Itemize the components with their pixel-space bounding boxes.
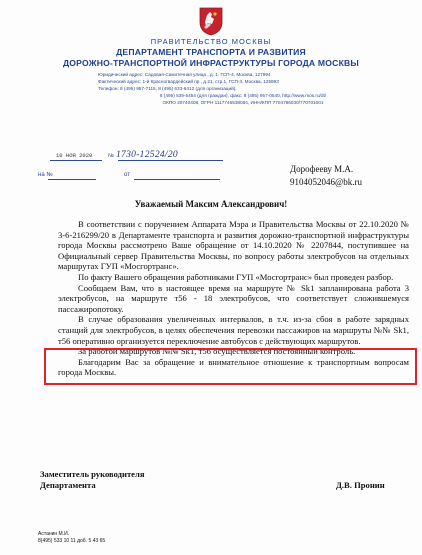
number-underline bbox=[118, 160, 223, 161]
reference-number-label: на № bbox=[38, 172, 53, 178]
reference-date-line bbox=[134, 179, 220, 180]
reference-date-label: от bbox=[124, 172, 130, 178]
executor-name: Астанин М.И. bbox=[38, 531, 70, 537]
recipient-name: Дорофееву М.А. bbox=[290, 164, 354, 174]
signer-position bbox=[40, 469, 144, 491]
body-paragraph: По факту Вашего обращения работниками ГУП «Мосгортранс» был проведен разбор. bbox=[78, 271, 394, 282]
department-title-line1: ДЕПАРТАМЕНТ ТРАНСПОРТА И РАЗВИТИЯ bbox=[116, 47, 306, 57]
contact-line: ОКПО 20740408, ОГРН 1117746538084, ИНН/КПП 7704786030/770701001 bbox=[162, 100, 324, 105]
government-title: ПРАВИТЕЛЬСТВО МОСКВЫ bbox=[150, 37, 272, 46]
signer-position-line1: Заместитель руководителя bbox=[40, 469, 145, 479]
body-paragraph: Благодарим Вас за обращение и внимательное отношение к транспортным вопросам города Москвы. bbox=[58, 356, 409, 378]
body-paragraph: В соответствии с поручением Аппарата Мэра и Правительства Москвы от 22.10.2020 № 3-6-216299/20 в Департаменте транспорта и развития дорожно-транспортной инфраструктуры города Москвы рассмотрено Ваше обращение от 14.10.2020 № 2207844, поступившее на Официальный сервер Правительства Москвы, по вопросу работы электробусов на отдельных маршрутах ГУП «Мосгортранс». bbox=[58, 219, 409, 272]
executor-phone: 8(495) 533 10 11 доб. 5 43 65 bbox=[38, 538, 106, 544]
registration-date-stamp: 10 НОЯ 2020 bbox=[56, 152, 93, 159]
moscow-coat-of-arms-icon bbox=[198, 6, 224, 36]
department-title-line2: ДОРОЖНО-ТРАНСПОРТНОЙ ИНФРАСТРУКТУРЫ ГОРОДА МОСКВЫ bbox=[62, 58, 360, 68]
contact-line: Телефон: 8 (495) 957-7115, 8 (495) 633-6412 (для организаций), bbox=[98, 86, 237, 91]
recipient-block bbox=[290, 163, 362, 189]
body-paragraph-highlighted: В случае образования увеличенных интервалов, в т.ч. из-за сбоя в работе зарядных станций для электробусов, в целях обеспечения перевозки пассажиров на маршруты №№ Sk1, т56 оперативно организуется переключение автобусов с действующих маршрутов. bbox=[58, 314, 409, 346]
registration-number: 1730-12524/20 bbox=[116, 150, 178, 160]
number-sign: № bbox=[108, 153, 114, 159]
body-paragraph: Сообщаем Вам, что в настоящее время на маршруте № Sk1 запланирована работа 3 электробусов, на маршруте т56 - 18 электробусов, что соответствует сложившемуся пассажиропотоку. bbox=[58, 282, 409, 314]
salutation: Уважаемый Максим Александрович! bbox=[134, 199, 288, 209]
date-underline bbox=[50, 160, 102, 161]
executor-block bbox=[38, 531, 105, 545]
contact-line: Юридический адрес: Садовая-Самотечная улица , д. 1, ГСП-4, Москва, 127994 bbox=[98, 72, 271, 77]
highlight-box bbox=[44, 348, 417, 385]
contact-line: 8 (495) 539-5454 (для граждан), факс: 8 (495) 957-0540, http://www.mos.ru/dt/ bbox=[159, 93, 327, 98]
signer-position-line2: Департамента bbox=[40, 480, 96, 490]
department-contacts bbox=[98, 71, 388, 106]
contact-line: Фактический адрес: 1-й Красногвардейский пр., д.21, стр.1, ГСП-3, Москва, 125993 bbox=[98, 79, 279, 84]
recipient-email: 9104052046@bk.ru bbox=[290, 177, 363, 187]
signer-name: Д.В. Пронин bbox=[336, 480, 385, 490]
body-paragraph: За работой маршрутов №№ Sk1, т56 осуществляется постоянный контроль. bbox=[78, 346, 356, 357]
reference-number-line bbox=[48, 179, 96, 180]
